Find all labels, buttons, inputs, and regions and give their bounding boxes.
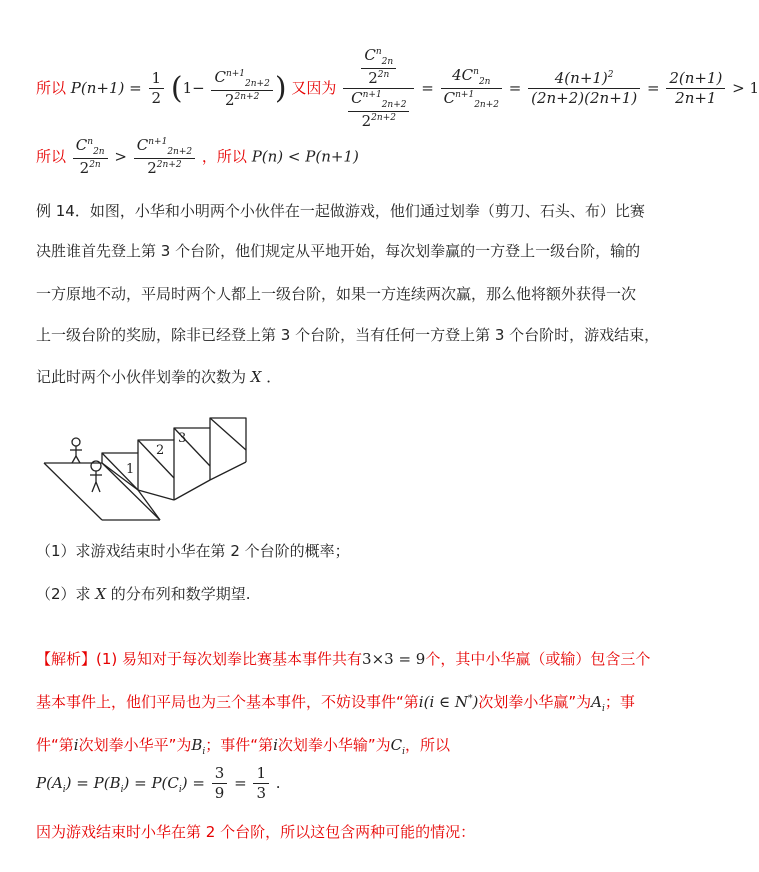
fraction-eq1: $\frac{4C^n_{2n}}{C^{n+1}_{2n+2}}$ xyxy=(441,66,502,112)
fraction-c-top: $\frac{C^{n+1}_{2n+2}}{2^{2n+2}}$ xyxy=(211,68,272,110)
problem-line-4: 上一级台阶的奖励，除非已经登上第 3 个台阶，当有任何一方登上第 3 个台阶时，游戏结束， xyxy=(36,326,660,344)
step-label-1: 1 xyxy=(126,462,135,477)
solution-line-3: 件“第i次划拳小华平”为$B_i$；事件“第i次划拳小华输”为$C_i$，所以 xyxy=(36,736,451,757)
fraction-1-3: $\frac{1}{3}$ xyxy=(253,764,269,803)
bracket-one: 1 xyxy=(182,79,193,97)
variable-x: X xyxy=(250,368,262,386)
variable-x-q2: X xyxy=(95,585,107,603)
fraction-3-9: $\frac{3}{9}$ xyxy=(212,764,228,803)
staircase-figure xyxy=(40,410,280,520)
step-label-3: 3 xyxy=(178,431,187,446)
solution-product: 3×3 = 9 xyxy=(362,650,426,668)
problem-line-2: 决胜谁首先登上第 3 个台阶，他们规定从平地开始，每次划拳赢的一方登上一级台阶，输的 xyxy=(36,242,641,260)
formula-2-so: ，所以 xyxy=(201,147,247,166)
problem-line-3: 一方原地不动，平局时两个人都上一级台阶，如果一方连续两次赢，那么他将额外获得一次 xyxy=(36,285,637,303)
formula-2-prefix: 所以 xyxy=(36,147,67,166)
left-person-head xyxy=(72,438,80,446)
greater-than: > xyxy=(114,147,127,166)
fraction-right: $\frac{C^{n+1}_{2n+2}}{2^{2n+2}}$ xyxy=(134,136,195,178)
greater-than-one: > 1 xyxy=(732,79,759,97)
compound-fraction: $\frac{\frac{C^n_{2n}}{2^{2n}}}{\frac{C^{n+1}_{2n+2}}{2^{2n+2}}}$ xyxy=(343,46,414,131)
solution-line-2: 基本事件上，他们平局也为三个基本事件，不妨设事件“第i(i ∈ N*)次划拳小华赢”为$A_i$；事 xyxy=(36,693,635,714)
problem-line-5: 记此时两个小伙伴划拳的次数为 X ． xyxy=(36,368,282,386)
fraction-eq2: $\frac{4(n+1)^2}{(2n+2)(2n+1)}$ xyxy=(528,69,640,108)
formula-1-also: 又因为 xyxy=(291,79,337,97)
formula-line-2 xyxy=(36,136,359,178)
fraction-eq3: $\frac{2(n+1)}{2n+1}$ xyxy=(666,69,725,108)
question-2: （2）求 X 的分布列和数学期望. xyxy=(36,585,251,603)
fraction-half: $\frac{1}{2}$ xyxy=(149,69,165,108)
solution-line-5: 因为游戏结束时小华在第 2 个台阶，所以这包含两种可能的情况： xyxy=(36,823,476,841)
solution-equation: $P(A_i) = P(B_i) = P(C_i)$ = $\frac{3}{9}$ = $\frac{1}{3}$ . xyxy=(36,764,281,802)
formula-line-1: 所以 P(n+1) = $\frac{1}{2}$ (1− $\frac{C^{n+1}_{2n+2}}{2^{2n+2}}$ ) 又因为 $\frac{\frac{C^n_{2n}}{2^{2n}}}{\frac{C^{n+1}_{2n+2}}{2^{2n+2}}}$ = $\frac{4C^n_{2n}}{C^{n+1}_{2n+2}}$ = $\frac{4(n+1)^2}{(2n+2)(2n+1)}$ = $\frac{2(n+1)}{2n+1}$ > 1 xyxy=(36,46,759,131)
step-label-2: 2 xyxy=(156,443,165,458)
formula-2-result: P(n) < P(n+1) xyxy=(251,147,359,166)
formula-1-prefix: 所以 xyxy=(36,79,67,97)
fraction-left: $\frac{C^n_{2n}}{2^{2n}}$ xyxy=(73,136,108,178)
question-1: （1）求游戏结束时小华在第 2 个台阶的概率； xyxy=(36,542,350,560)
formula-1-lhs: P(n+1) xyxy=(70,79,125,97)
solution-line-1: 【解析】(1) 易知对于每次划拳比赛基本事件共有3×3 = 9个，其中小华赢（或输）包含三个 xyxy=(36,650,651,668)
problem-line-1: 例 14．如图，小华和小明两个小伙伴在一起做游戏，他们通过划拳（剪刀、石头、布）比赛 xyxy=(36,202,645,220)
